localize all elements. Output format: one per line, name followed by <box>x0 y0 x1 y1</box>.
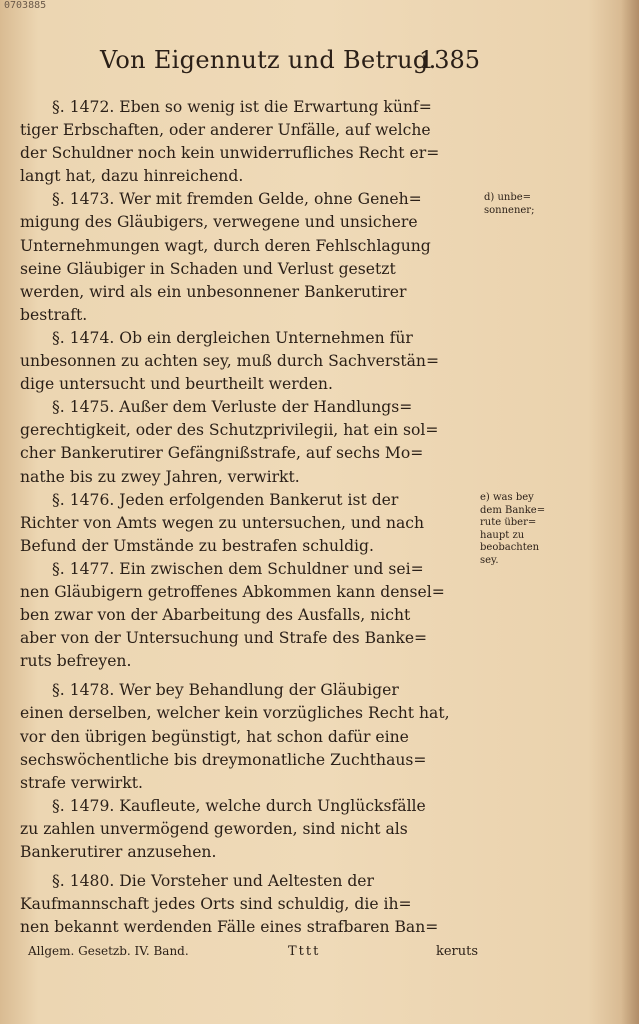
text-line: seine Gläubiger in Schaden und Verlust gesetzt <box>20 259 396 278</box>
scan-stamp: 0703885 <box>4 0 47 11</box>
footer-volume: Allgem. Gesetzb. IV. Band. <box>28 944 189 958</box>
paragraph-1479 <box>20 795 478 864</box>
text-line: nen bekannt werdenden Fälle eines strafbaren Ban= <box>20 918 439 937</box>
text-line: migung des Gläubigers, verwegene und unsichere <box>20 213 418 232</box>
text-line: gerechtigkeit, oder des Schutzprivilegii, hat ein sol= <box>20 421 439 440</box>
text-line: §. 1472. Eben so wenig ist die Erwartung künf= <box>52 98 432 116</box>
text-line: cher Bankerutirer Gefängnißstrafe, auf sechs Mo= <box>20 444 424 463</box>
margin-note-line: e) was bey <box>480 492 534 503</box>
paragraph-1476 <box>20 489 478 558</box>
margin-note-line: beobachten <box>480 542 540 553</box>
running-header <box>100 46 480 86</box>
page-number: 1385 <box>418 46 480 74</box>
margin-note-line: rute über= <box>480 517 537 528</box>
text-line: §. 1477. Ein zwischen dem Schuldner und sei= <box>52 559 424 578</box>
margin-note-line: dem Banke= <box>480 504 546 516</box>
text-line: ben zwar von der Abarbeitung des Ausfalls, nicht <box>20 606 411 625</box>
text-line: Befund der Umstände zu bestrafen schuldig. <box>20 536 374 555</box>
text-line: vor den übrigen begünstigt, hat schon dafür eine <box>20 727 409 746</box>
text-line: Kaufmannschaft jedes Orts sind schuldig, die ih= <box>20 895 412 914</box>
text-line: bestraft. <box>20 305 88 324</box>
paragraph-1480 <box>20 870 478 939</box>
text-line: zu zahlen unvermögend geworden, sind nicht als <box>20 819 408 838</box>
paragraph-1473 <box>20 188 478 327</box>
text-line: §. 1478. Wer bey Behandlung der Gläubiger <box>52 681 399 700</box>
margin-note-d <box>484 192 554 217</box>
text-line: einen derselben, welcher kein vorzügliches Recht hat, <box>20 704 450 723</box>
text-line: unbesonnen zu achten sey, muß durch Sachverstän= <box>20 352 440 371</box>
text-line: der Schuldner noch kein unwiderrufliches Recht er= <box>20 144 440 163</box>
text-line: nathe bis zu zwey Jahren, verwirkt. <box>20 467 300 486</box>
text-line: ruts befreyen. <box>20 652 132 671</box>
margin-note-e <box>480 492 554 567</box>
footer-signature: Tttt <box>288 944 321 959</box>
text-line: §. 1476. Jeden erfolgenden Bankerut ist der <box>52 490 399 509</box>
text-line: langt hat, dazu hinreichend. <box>20 167 244 186</box>
text-line: werden, wird als ein unbesonnener Bankerutirer <box>20 282 407 301</box>
page-footer <box>20 944 478 964</box>
margin-note-line: haupt zu <box>480 529 525 541</box>
footer-catchword: keruts <box>435 944 478 959</box>
paragraph-1478 <box>20 679 478 794</box>
text-line: §. 1473. Wer mit fremden Gelde, ohne Geneh= <box>52 190 422 209</box>
text-line: Bankerutirer anzusehen. <box>20 843 217 861</box>
text-line: §. 1475. Außer dem Verluste der Handlungs= <box>52 398 413 417</box>
text-line: strafe verwirkt. <box>20 773 143 792</box>
text-line: dige untersucht und beurtheilt werden. <box>20 375 333 394</box>
paragraph-1474 <box>20 327 478 396</box>
text-line: sechswöchentliche bis dreymonatliche Zuchthaus= <box>20 750 427 769</box>
text-line: Unternehmungen wagt, durch deren Fehlschlagung <box>20 236 431 255</box>
margin-note-line: sey. <box>480 554 499 566</box>
text-line: Richter von Amts wegen zu untersuchen, und nach <box>20 513 425 532</box>
text-line: §. 1474. Ob ein dergleichen Unternehmen für <box>52 328 413 347</box>
margin-note-line: sonnener; <box>484 204 535 216</box>
text-line: nen Gläubigern getroffenes Abkommen kann densel= <box>20 582 445 601</box>
paragraph-1475 <box>20 396 478 488</box>
text-line: aber von der Untersuchung und Strafe des Banke= <box>20 629 428 648</box>
text-line: §. 1480. Die Vorsteher und Aeltesten der <box>52 872 374 891</box>
paragraph-1472 <box>20 96 478 188</box>
header-title: Von Eigennutz und Betrug. <box>100 46 437 74</box>
text-line: §. 1479. Kaufleute, welche durch Unglücksfälle <box>52 796 426 815</box>
paragraph-1477 <box>20 558 478 673</box>
body-text <box>20 96 478 939</box>
page-edge-shadow <box>621 0 639 1024</box>
margin-note-line: d) unbe= <box>484 192 532 203</box>
text-line: tiger Erbschaften, oder anderer Unfälle, auf welche <box>20 121 431 140</box>
